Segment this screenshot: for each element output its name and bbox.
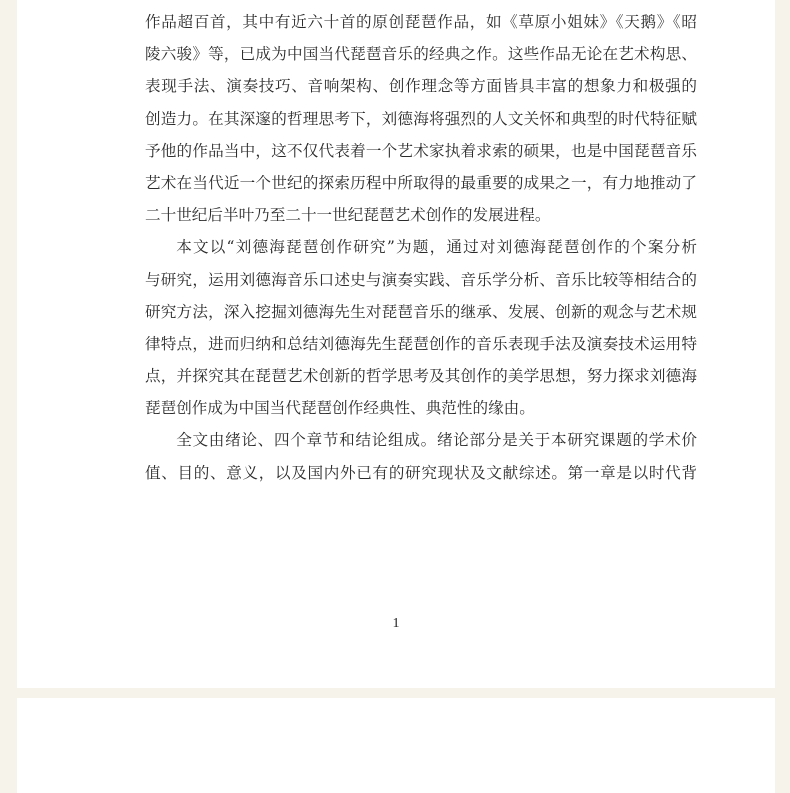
text-line: 全文由绪论、四个章节和结论组成。绪论部分是关于本研究课题的学术价 — [176, 431, 697, 450]
text-line: 陵六骏》等，已成为中国当代琵琶音乐的经典之作。这些作品无论在艺术构思、 — [145, 45, 697, 64]
text-line: 律特点，进而归纳和总结刘德海先生琵琶创作的音乐表现手法及演奏技术运用特 — [145, 334, 697, 353]
text-line: 值、目的、意义，以及国内外已有的研究现状及文献综述。第一章是以时代背 — [145, 463, 697, 482]
text-line: 予他的作品当中，这不仅代表着一个艺术家执着求索的硕果，也是中国琵琶音乐 — [145, 141, 697, 160]
text-line: 与研究，运用刘德海音乐口述史与演奏实践、音乐学分析、音乐比较等相结合的 — [145, 270, 697, 289]
text-line: 点，并探究其在琵琶艺术创新的哲学思考及其创作的美学思想，努力探求刘德海 — [145, 367, 697, 386]
text-line: 表现手法、演奏技巧、音响架构、创作理念等方面皆具丰富的想象力和极强的 — [145, 77, 697, 96]
text-line: 本文以“刘德海琵琶创作研究”为题，通过对刘德海琵琶创作的个案分析 — [176, 238, 697, 257]
page-number: 1 — [392, 616, 400, 631]
document-page-2 — [17, 698, 775, 793]
text-line: 作品超百首，其中有近六十首的原创琵琶作品，如《草原小姐妹》《天鹅》《昭 — [145, 13, 697, 31]
text-line: 琵琶创作成为中国当代琵琶创作经典性、典范性的缘由。 — [145, 399, 535, 418]
text-line: 研究方法，深入挖掘刘德海先生对琵琶音乐的继承、发展、创新的观念与艺术规 — [145, 302, 697, 321]
text-line: 艺术在当代近一个世纪的探索历程中所取得的最重要的成果之一，有力地推动了 — [145, 173, 697, 192]
text-line: 创造力。在其深邃的哲理思考下，刘德海将强烈的人文关怀和典型的时代特征赋 — [145, 109, 697, 128]
text-line: 二十世纪后半叶乃至二十一世纪琵琶艺术创作的发展进程。 — [145, 206, 551, 225]
body-text — [145, 6, 697, 489]
document-page-1 — [17, 0, 775, 688]
